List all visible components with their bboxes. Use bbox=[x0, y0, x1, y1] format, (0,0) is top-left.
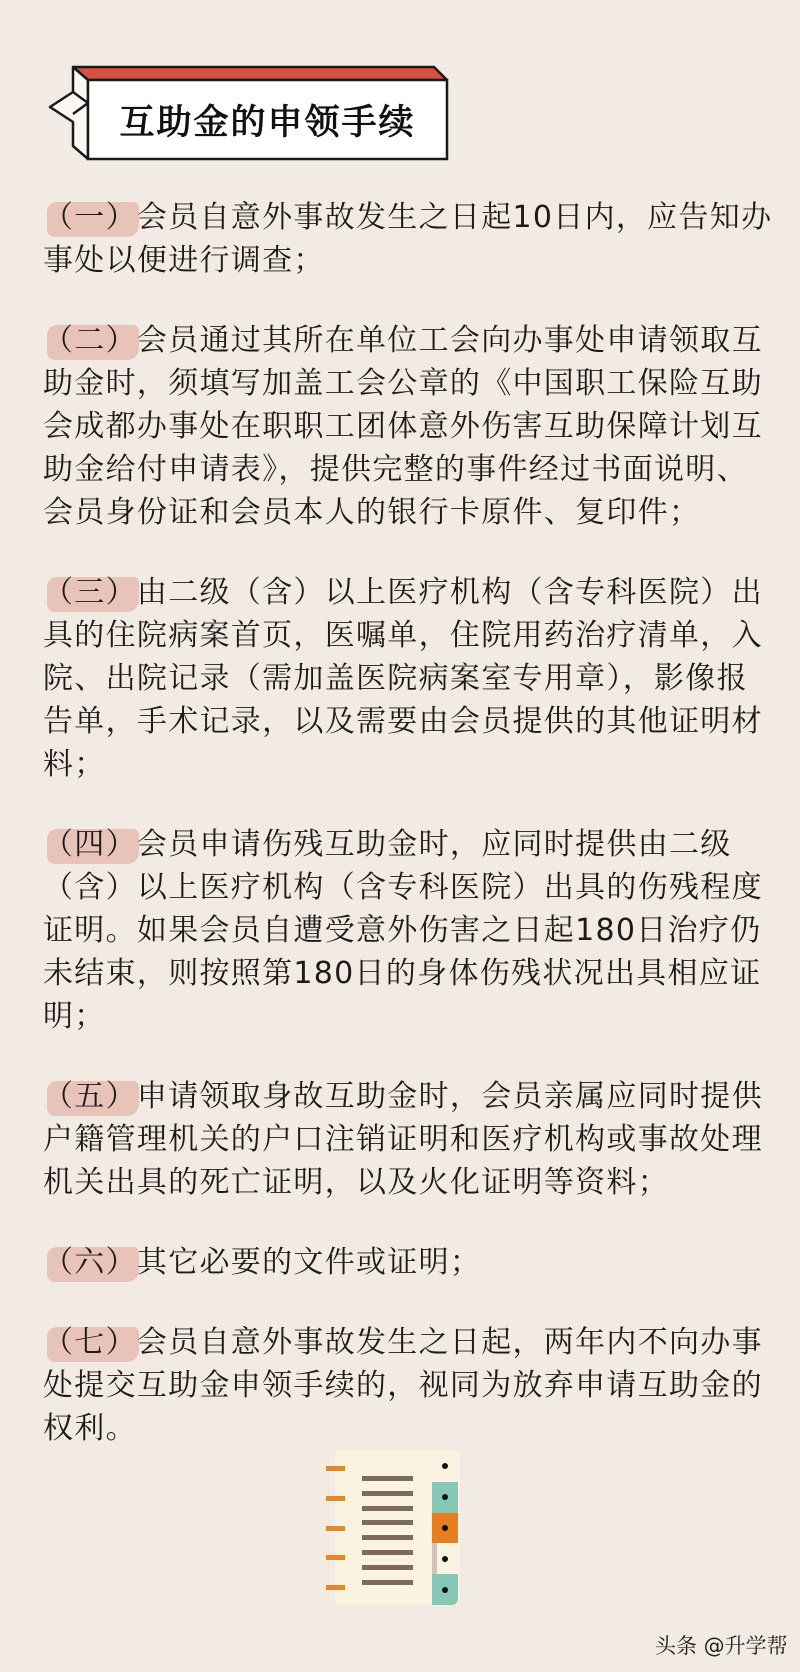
item-number-label: （四） bbox=[43, 823, 137, 866]
item-number-label: （一） bbox=[43, 196, 137, 239]
item-number-label: （二） bbox=[43, 319, 137, 362]
procedure-text: （含）以上医疗机构（含专科医院）出具的伤残程度 bbox=[43, 870, 763, 905]
procedure-text: 处提交互助金申领手续的，视同为放弃申请互助金的 bbox=[43, 1368, 763, 1403]
procedure-text: 会员通过其所在单位工会向办事处申请领取互 bbox=[136, 323, 763, 358]
procedure-text: 助金给付申请表》，提供完整的事件经过书面说明、 bbox=[43, 452, 748, 487]
page-title: 互助金的申领手续 bbox=[119, 102, 416, 143]
procedure-text: 申请领取身故互助金时，会员亲属应同时提供 bbox=[136, 1079, 763, 1114]
procedure-text: 机关出具的死亡证明，以及火化证明等资料； bbox=[43, 1165, 669, 1200]
procedure-text: 会成都办事处在职职工团体意外伤害互助保障计划互 bbox=[43, 409, 763, 444]
procedure-text: 会员自意外事故发生之日起10日内，应告知办 bbox=[136, 200, 773, 235]
procedure-text: 户籍管理机关的户口注销证明和医疗机构或事故处理 bbox=[43, 1122, 763, 1157]
procedure-text: 其它必要的文件或证明； bbox=[136, 1245, 482, 1280]
procedure-text: 院、出院记录（需加盖医院病案室专用章），影像报 bbox=[43, 661, 748, 696]
item-number-label: （六） bbox=[43, 1241, 137, 1284]
procedure-text: 事处以便进行调查； bbox=[43, 243, 325, 278]
procedure-text: 权利。 bbox=[43, 1411, 137, 1446]
procedure-text: 由二级（含）以上医疗机构（含专科医院）出 bbox=[136, 575, 763, 610]
procedure-text: 料； bbox=[43, 747, 106, 782]
watermark: 头条 @升学帮 bbox=[655, 1634, 788, 1658]
item-number-label: （三） bbox=[43, 571, 137, 614]
procedure-text: 会员申请伤残互助金时，应同时提供由二级 bbox=[136, 827, 732, 862]
item-number-label: （七） bbox=[43, 1321, 137, 1364]
procedure-text: 明； bbox=[43, 999, 106, 1034]
item-number-label: （五） bbox=[43, 1075, 137, 1118]
procedure-text: 未结束，则按照第180日的身体伤残状况出具相应证 bbox=[43, 956, 762, 991]
procedure-text: 会员身份证和会员本人的银行卡原件、复印件； bbox=[43, 495, 701, 530]
procedure-text: 助金时，须填写加盖工会公章的《中国职工保险互助 bbox=[43, 366, 763, 401]
procedure-text: 告单，手术记录，以及需要由会员提供的其他证明材 bbox=[43, 704, 763, 739]
procedure-text: 会员自意外事故发生之日起，两年内不向办事 bbox=[136, 1325, 763, 1360]
procedure-text: 具的住院病案首页，医嘱单，住院用药治疗清单，入 bbox=[43, 618, 763, 653]
procedure-text: 证明。如果会员自遭受意外伤害之日起180日治疗仍 bbox=[43, 913, 762, 948]
